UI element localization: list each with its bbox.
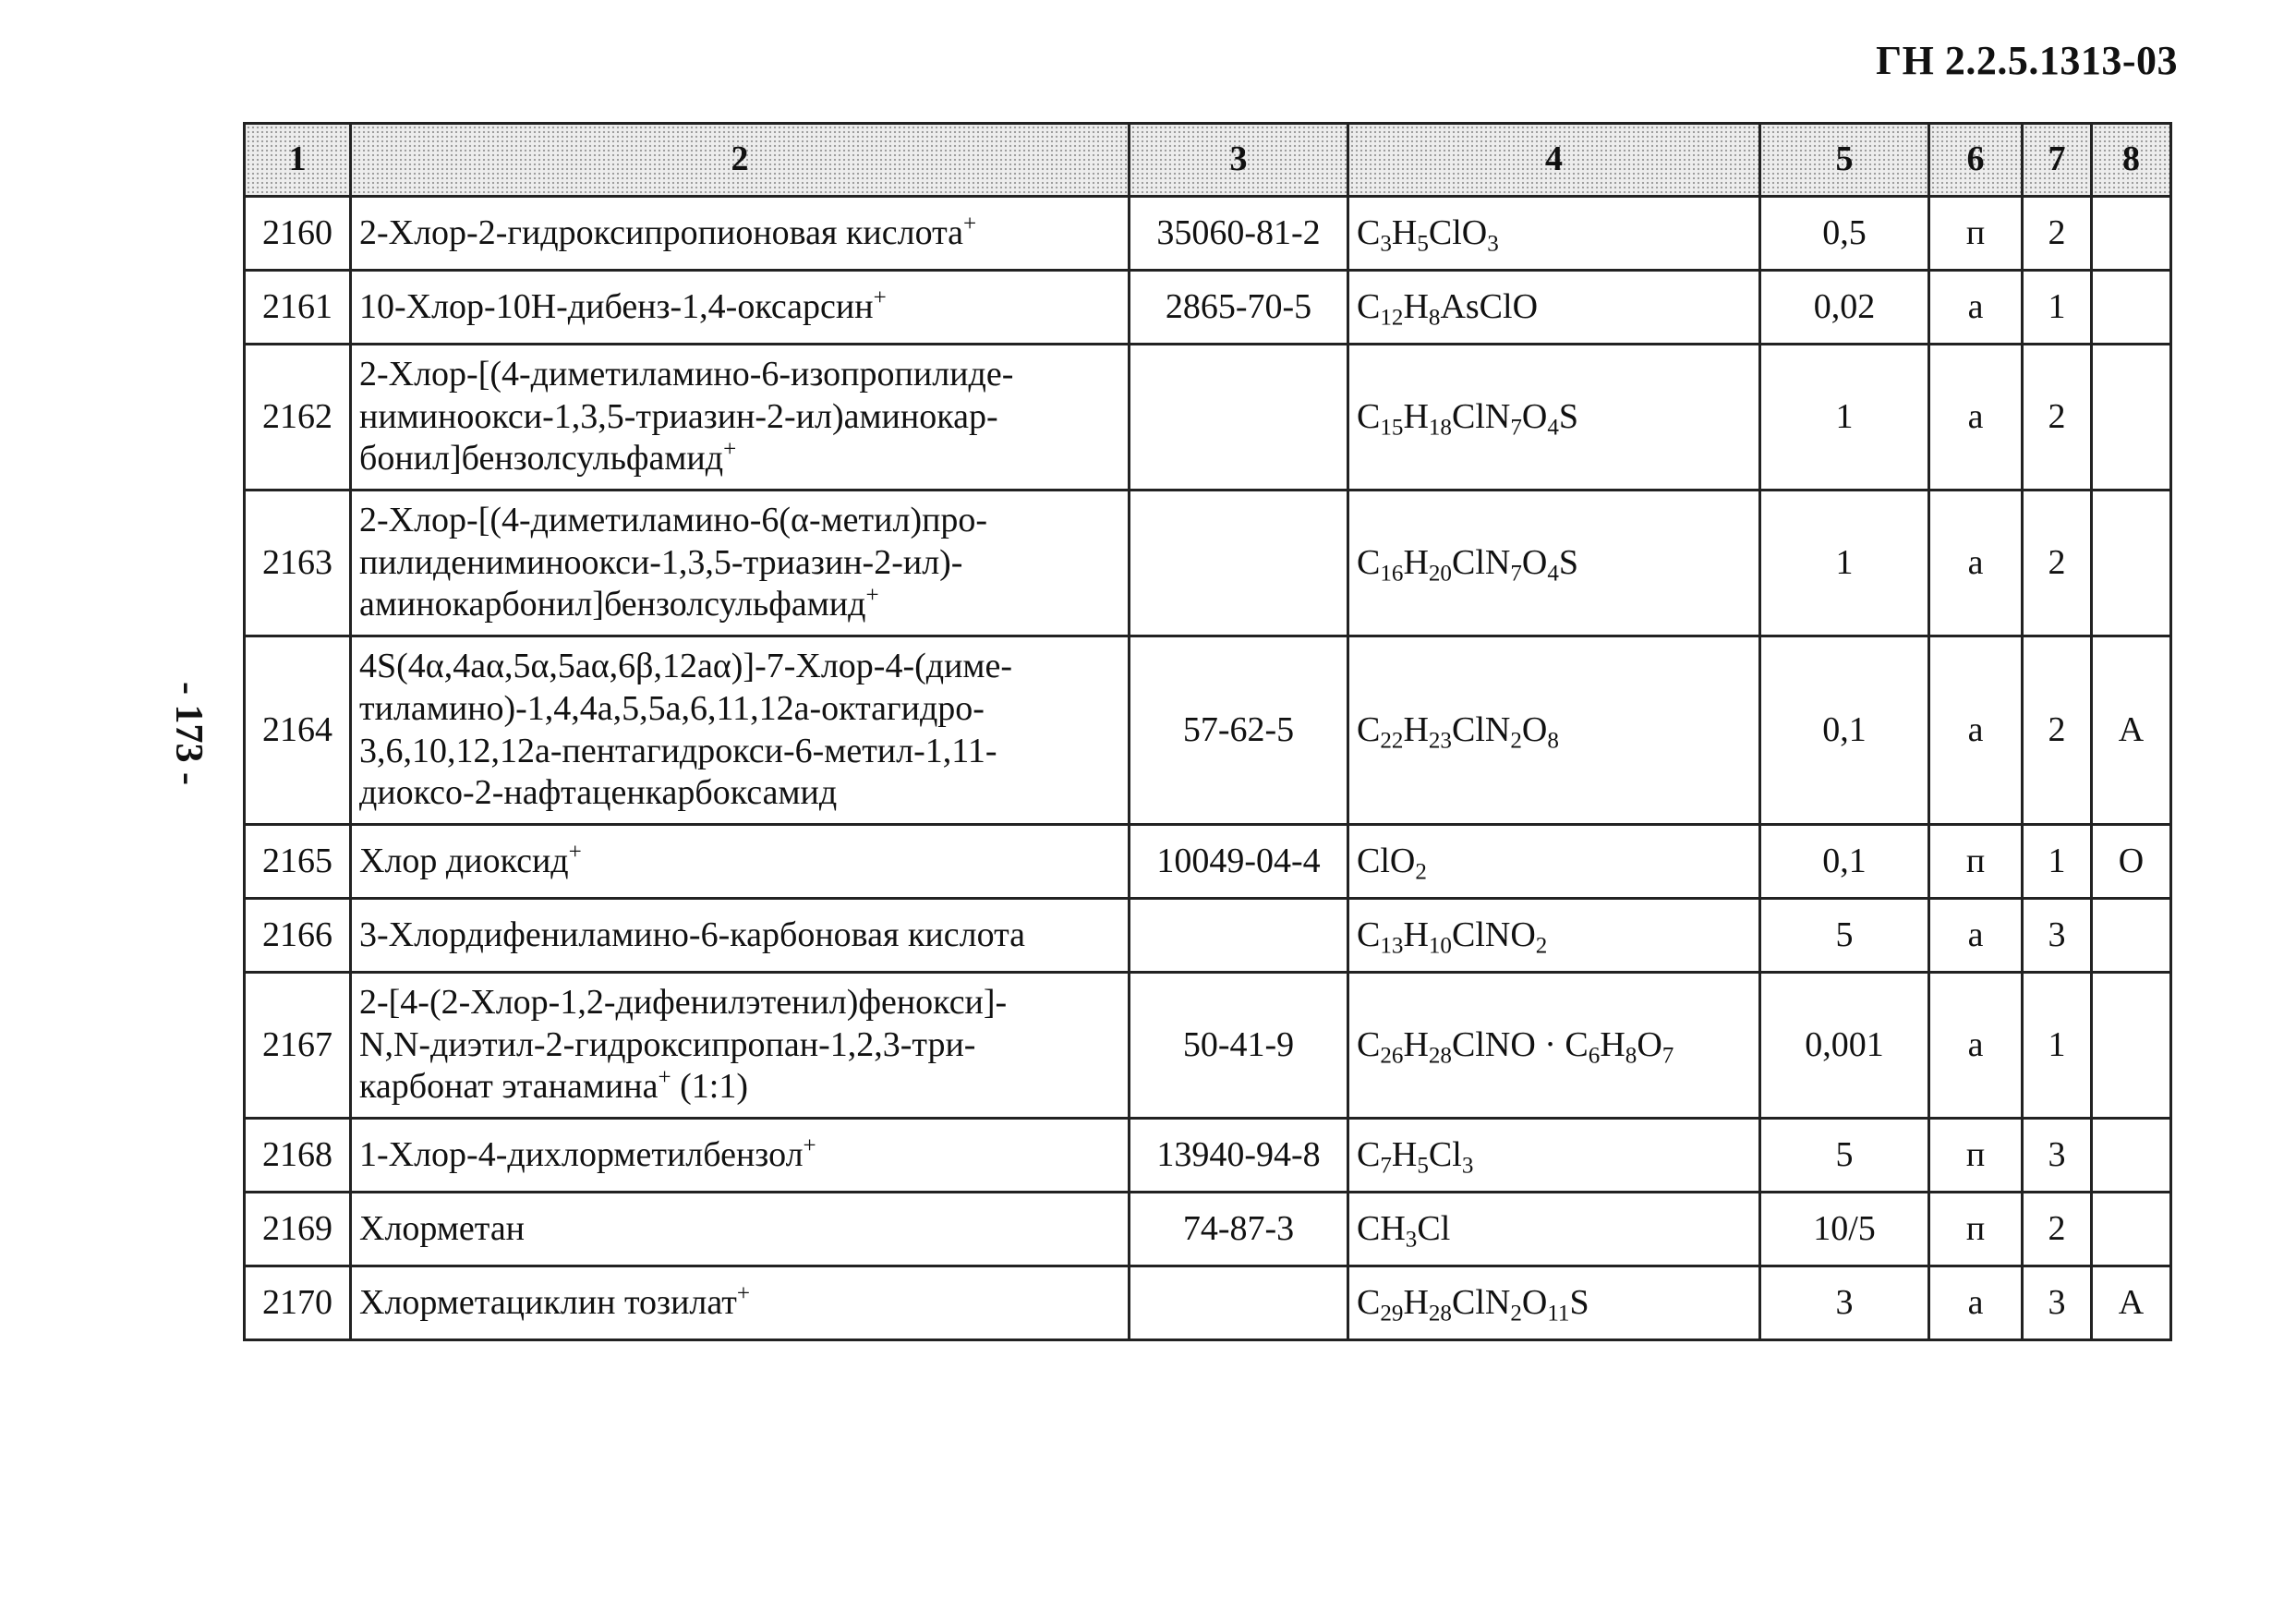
table-row: [245, 1266, 2171, 1340]
row-number-cell: 2167: [245, 973, 351, 1119]
column-header: 3: [1130, 124, 1348, 197]
table-row: [245, 345, 2171, 491]
column-header: 7: [2023, 124, 2092, 197]
cas-number-cell: [1130, 1266, 1348, 1340]
column-header: 4: [1348, 124, 1760, 197]
substances-table: [243, 122, 2172, 1341]
column-header: 5: [1760, 124, 1929, 197]
aggregate-state-cell: а: [1929, 973, 2023, 1119]
formula-cell: $C_{26}H_{28}ClNO \cdot C_6H_8O_7$: [1348, 973, 1760, 1119]
substance-name-cell: 2-Хлор-2-гидроксипропионовая кислота+: [351, 197, 1130, 271]
aggregate-state-cell: а: [1929, 636, 2023, 825]
substance-name-cell: Хлор диоксид+: [351, 825, 1130, 899]
note-cell: А: [2092, 1266, 2171, 1340]
table-row: [245, 271, 2171, 345]
note-cell: О: [2092, 825, 2171, 899]
table-row: [245, 1193, 2171, 1266]
substance-name-cell: 10-Хлор-10Н-дибенз-1,4-оксарсин+: [351, 271, 1130, 345]
note-cell: [2092, 1193, 2171, 1266]
note-cell: [2092, 1119, 2171, 1193]
row-number-cell: 2161: [245, 271, 351, 345]
formula-cell: $C_{22}H_{23}ClN_2O_8$: [1348, 636, 1760, 825]
cas-number-cell: [1130, 345, 1348, 491]
limit-value-cell: 0,1: [1760, 636, 1929, 825]
hazard-class-cell: 2: [2023, 1193, 2092, 1266]
hazard-class-cell: 2: [2023, 197, 2092, 271]
table-row: [245, 491, 2171, 636]
aggregate-state-cell: а: [1929, 491, 2023, 636]
cas-number-cell: 74-87-3: [1130, 1193, 1348, 1266]
table-row: [245, 1119, 2171, 1193]
row-number-cell: 2168: [245, 1119, 351, 1193]
hazard-class-cell: 1: [2023, 973, 2092, 1119]
limit-value-cell: 1: [1760, 491, 1929, 636]
formula-cell: $C_{15}H_{18}ClN_7O_4S$: [1348, 345, 1760, 491]
note-cell: [2092, 197, 2171, 271]
row-number-cell: 2169: [245, 1193, 351, 1266]
hazard-class-cell: 3: [2023, 899, 2092, 973]
cas-number-cell: [1130, 899, 1348, 973]
column-header: 2: [351, 124, 1130, 197]
hazard-class-cell: 3: [2023, 1119, 2092, 1193]
formula-cell: $C_{12}H_8AsClO$: [1348, 271, 1760, 345]
hazard-class-cell: 2: [2023, 636, 2092, 825]
row-number-cell: 2163: [245, 491, 351, 636]
limit-value-cell: 0,02: [1760, 271, 1929, 345]
row-number-cell: 2162: [245, 345, 351, 491]
cas-number-cell: 35060-81-2: [1130, 197, 1348, 271]
table-row: [245, 825, 2171, 899]
substance-name-cell: 2-Хлор-[(4-диметиламино-6(α-метил)про- пилидениминоокси-1,3,5-триазин-2-ил)- аминокарбонил]бензолсульфамид+: [351, 491, 1130, 636]
page-number: - 173 -: [166, 682, 210, 785]
limit-value-cell: 5: [1760, 899, 1929, 973]
note-cell: [2092, 973, 2171, 1119]
note-cell: [2092, 899, 2171, 973]
substance-name-cell: 4S(4α,4aα,5α,5aα,6β,12aα)]-7-Хлор-4-(диме- тиламино)-1,4,4а,5,5а,6,11,12а-октагидро- 3,6,10,12,12а-пентагидрокси-6-метил-1,11- диоксо-2-нафтаценкарбоксамид: [351, 636, 1130, 825]
aggregate-state-cell: а: [1929, 345, 2023, 491]
hazard-class-cell: 2: [2023, 491, 2092, 636]
cas-number-cell: 50-41-9: [1130, 973, 1348, 1119]
limit-value-cell: 5: [1760, 1119, 1929, 1193]
cas-number-cell: 2865-70-5: [1130, 271, 1348, 345]
aggregate-state-cell: а: [1929, 899, 2023, 973]
formula-cell: $C_3H_5ClO_3$: [1348, 197, 1760, 271]
note-cell: А: [2092, 636, 2171, 825]
limit-value-cell: 0,5: [1760, 197, 1929, 271]
row-number-cell: 2164: [245, 636, 351, 825]
column-header: 1: [245, 124, 351, 197]
formula-cell: $C_{16}H_{20}ClN_7O_4S$: [1348, 491, 1760, 636]
limit-value-cell: 3: [1760, 1266, 1929, 1340]
table-header-row: [245, 124, 2171, 197]
hazard-class-cell: 3: [2023, 1266, 2092, 1340]
row-number-cell: 2160: [245, 197, 351, 271]
table-row: [245, 899, 2171, 973]
aggregate-state-cell: а: [1929, 271, 2023, 345]
cas-number-cell: 10049-04-4: [1130, 825, 1348, 899]
column-header: 8: [2092, 124, 2171, 197]
note-cell: [2092, 271, 2171, 345]
hazard-class-cell: 1: [2023, 825, 2092, 899]
limit-value-cell: 10/5: [1760, 1193, 1929, 1266]
hazard-class-cell: 1: [2023, 271, 2092, 345]
limit-value-cell: 0,001: [1760, 973, 1929, 1119]
aggregate-state-cell: п: [1929, 1193, 2023, 1266]
formula-cell: $C_7H_5Cl_3$: [1348, 1119, 1760, 1193]
formula-cell: $CH_3Cl$: [1348, 1193, 1760, 1266]
substance-name-cell: Хлорметан: [351, 1193, 1130, 1266]
table-row: [245, 973, 2171, 1119]
table-body: [245, 197, 2171, 1340]
table-row: [245, 197, 2171, 271]
aggregate-state-cell: п: [1929, 1119, 2023, 1193]
hazard-class-cell: 2: [2023, 345, 2092, 491]
row-number-cell: 2166: [245, 899, 351, 973]
aggregate-state-cell: п: [1929, 825, 2023, 899]
row-number-cell: 2165: [245, 825, 351, 899]
cas-number-cell: 13940-94-8: [1130, 1119, 1348, 1193]
substance-name-cell: Хлорметациклин тозилат+: [351, 1266, 1130, 1340]
column-header: 6: [1929, 124, 2023, 197]
formula-cell: $C_{13}H_{10}ClNO_2$: [1348, 899, 1760, 973]
limit-value-cell: 1: [1760, 345, 1929, 491]
substance-name-cell: 1-Хлор-4-дихлорметилбензол+: [351, 1119, 1130, 1193]
substance-name-cell: 2-Хлор-[(4-диметиламино-6-изопропилиде- ниминоокси-1,3,5-триазин-2-ил)аминокар- бонил]бензолсульфамид+: [351, 345, 1130, 491]
aggregate-state-cell: п: [1929, 197, 2023, 271]
table-row: [245, 636, 2171, 825]
formula-cell: $C_{29}H_{28}ClN_2O_{11}S$: [1348, 1266, 1760, 1340]
document-code: ГН 2.2.5.1313-03: [1876, 38, 2178, 83]
substance-name-cell: 3-Хлордифениламино-6-карбоновая кислота: [351, 899, 1130, 973]
note-cell: [2092, 345, 2171, 491]
row-number-cell: 2170: [245, 1266, 351, 1340]
aggregate-state-cell: а: [1929, 1266, 2023, 1340]
cas-number-cell: 57-62-5: [1130, 636, 1348, 825]
formula-cell: ClO$_2$: [1348, 825, 1760, 899]
limit-value-cell: 0,1: [1760, 825, 1929, 899]
note-cell: [2092, 491, 2171, 636]
substance-name-cell: 2-[4-(2-Хлор-1,2-дифенилэтенил)фенокси]- N,N-диэтил-2-гидроксипропан-1,2,3-три- карбонат этанамина+ (1:1): [351, 973, 1130, 1119]
cas-number-cell: [1130, 491, 1348, 636]
